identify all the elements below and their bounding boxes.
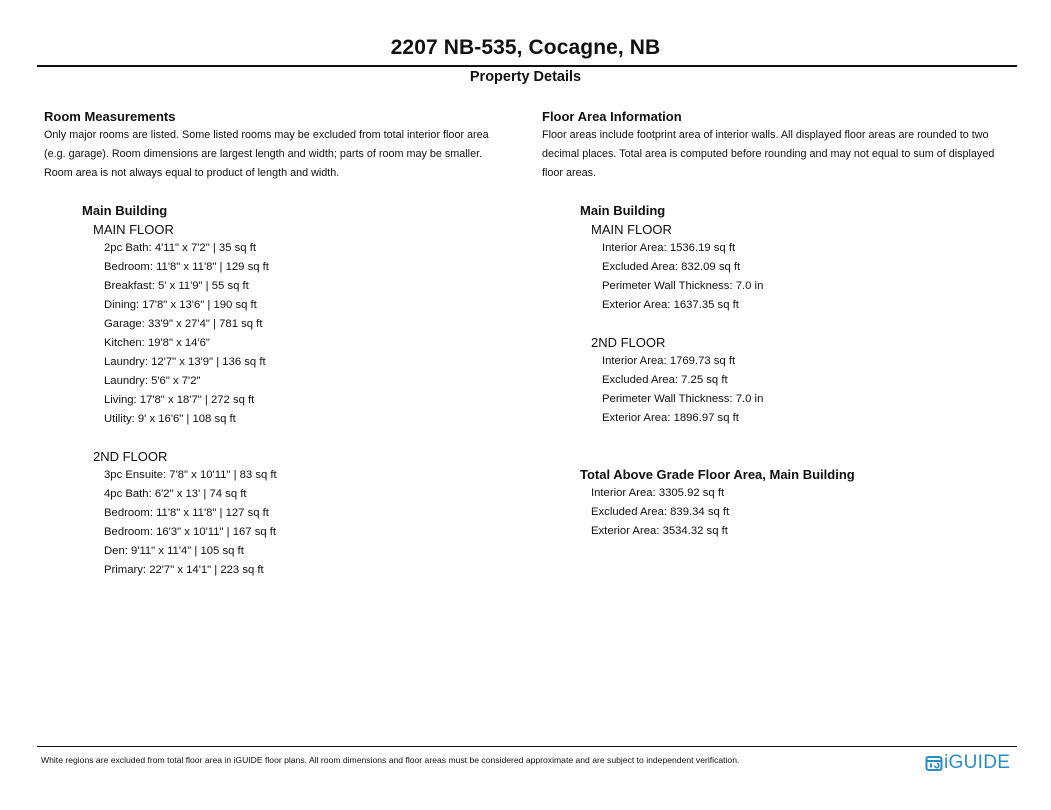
total-area-title: Total Above Grade Floor Area, Main Building [580, 467, 855, 482]
area-item: Perimeter Wall Thickness: 7.0 in [602, 393, 764, 405]
room-item: Laundry: 12'7" x 13'9" | 136 sq ft [104, 356, 266, 368]
room-item: Utility: 9' x 16'6" | 108 sq ft [104, 413, 236, 425]
note-line: Only major rooms are listed. Some listed rooms may be excluded from total interior floor area [44, 129, 489, 141]
room-item: Bedroom: 11'8" x 11'8" | 127 sq ft [104, 507, 269, 519]
room-measurements-note [44, 126, 524, 183]
area-item: Excluded Area: 832.09 sq ft [602, 261, 741, 273]
note-line: (e.g. garage). Room dimensions are largest length and width; parts of room may be smaller. [44, 148, 483, 160]
room-measurements-section [44, 108, 524, 183]
area-item: Exterior Area: 1637.35 sq ft [602, 299, 739, 311]
note-line: Room area is not always equal to product of length and width. [44, 167, 340, 179]
room-item: Kitchen: 19'8" x 14'6" [104, 337, 210, 349]
area-item: Interior Area: 1536.19 sq ft [602, 242, 736, 254]
room-item: 3pc Ensuite: 7'8" x 10'11" | 83 sq ft [104, 469, 277, 481]
iguide-logo-icon [925, 754, 943, 772]
page-title: 2207 NB-535, Cocagne, NB [390, 36, 661, 59]
room-measurements-building [82, 201, 277, 580]
total-area-item: Interior Area: 3305.92 sq ft [591, 487, 725, 499]
room-item: 2pc Bath: 4'11" x 7'2" | 35 sq ft [104, 242, 256, 254]
area-item: Interior Area: 1769.73 sq ft [602, 355, 736, 367]
building-title: Main Building [580, 203, 666, 218]
note-line: Floor areas include footprint area of interior walls. All displayed floor areas are rounded to two [542, 129, 989, 141]
total-area-item: Excluded Area: 839.34 sq ft [591, 506, 730, 518]
footer-divider [37, 746, 1017, 747]
total-area-item: Exterior Area: 3534.32 sq ft [591, 525, 728, 537]
note-line: decimal places. Total area is computed before rounding and may not equal to sum of displayed [542, 148, 995, 160]
area-item: Excluded Area: 7.25 sq ft [602, 374, 728, 386]
note-line: floor areas. [542, 167, 597, 179]
title-divider [37, 65, 1017, 67]
room-item: Breakfast: 5' x 11'9" | 55 sq ft [104, 280, 249, 292]
room-item: Primary: 22'7" x 14'1" | 223 sq ft [104, 564, 264, 576]
area-item: Exterior Area: 1896.97 sq ft [602, 412, 739, 424]
room-item: Laundry: 5'6" x 7'2" [104, 375, 201, 387]
room-item: Garage: 33'9" x 27'4" | 781 sq ft [104, 318, 263, 330]
room-item: Bedroom: 16'3" x 10'11" | 167 sq ft [104, 526, 277, 538]
building-title: Main Building [82, 203, 168, 218]
floor-area-heading: Floor Area Information [542, 109, 682, 124]
area-item: Perimeter Wall Thickness: 7.0 in [602, 280, 764, 292]
page-subtitle: Property Details [469, 69, 582, 85]
room-measurements-heading: Room Measurements [44, 109, 176, 124]
iguide-logo-text: iGUIDE [944, 752, 1011, 773]
footer-disclaimer: White regions are excluded from total floor area in iGUIDE floor plans. All room dimensions and floor areas must be considered approximate and are subject to independent verification. [41, 755, 740, 765]
floor-title-main: MAIN FLOOR [93, 222, 174, 237]
room-item: Living: 17'8" x 18'7" | 272 sq ft [104, 394, 255, 406]
floor-area-note [542, 126, 1022, 183]
room-item: Bedroom: 11'8" x 11'8" | 129 sq ft [104, 261, 269, 273]
iguide-logo [925, 751, 1010, 775]
floor-area-building [580, 201, 855, 541]
room-item: 4pc Bath: 6'2" x 13' | 74 sq ft [104, 488, 247, 500]
floor-title-second: 2ND FLOOR [93, 449, 168, 464]
floor-title-second: 2ND FLOOR [591, 335, 666, 350]
room-item: Dining: 17'8" x 13'6" | 190 sq ft [104, 299, 257, 311]
floor-title-main: MAIN FLOOR [591, 222, 672, 237]
floor-area-section [542, 108, 1022, 183]
room-item: Den: 9'11" x 11'4" | 105 sq ft [104, 545, 244, 557]
